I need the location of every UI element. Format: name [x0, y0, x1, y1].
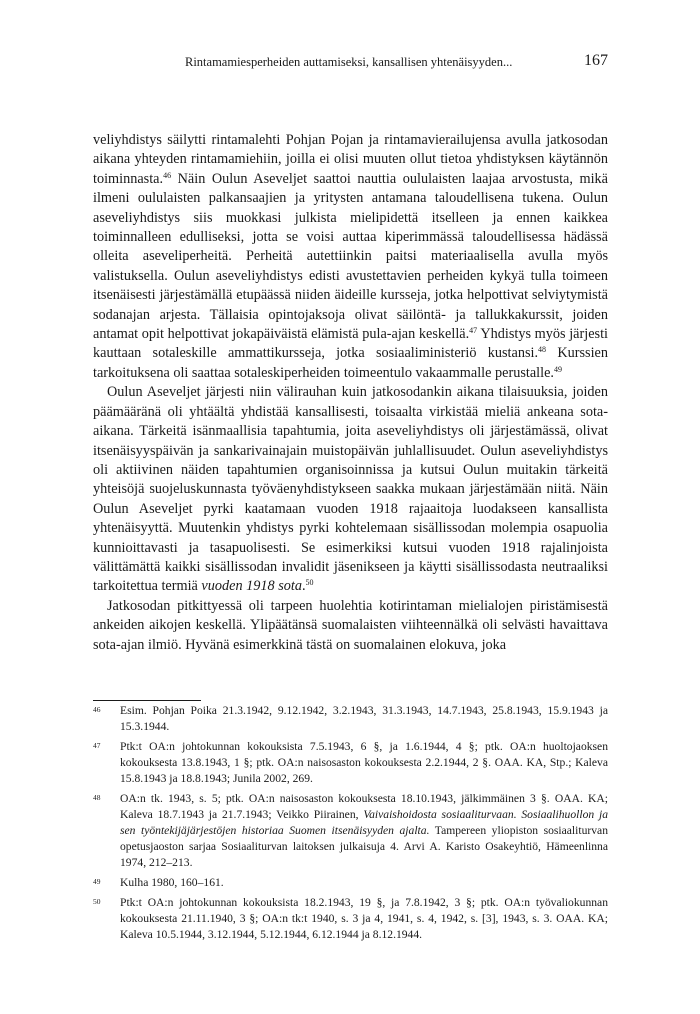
footnote-text: OA:n tk. 1943, s. 5; ptk. OA:n naisosaston kokouksesta 18.10.1943, jälkimmäinen 3 §. OAA. KA; Kaleva 18.7.1943 ja 21.7.1943; Veikko Piirainen,: [120, 792, 608, 821]
footnote-text: Esim. Pohjan Poika 21.3.1942, 9.12.1942, 3.2.1943, 31.3.1943, 14.7.1943, 25.8.1943, 15.9.1943 ja 15.3.1944.: [120, 704, 608, 733]
footnote-title: Vaivaishoidosta sosiaaliturvaan. Sosiaalihuollon ja sen työntekijäjärjestöjen historiaa Suomen itsenäisyyden ajalta.: [120, 808, 608, 837]
footnote-number: 47: [93, 741, 101, 750]
footnote-number: 49: [93, 877, 101, 886]
footnote: [93, 703, 608, 735]
footnote-text: Ptk:t OA:n johtokunnan kokouksista 18.2.1943, 19 §, ja 7.8.1942, 3 §; ptk. OA:n työvaliokunnan kokouksesta 21.11.1940, 3 §; OA:n tk:t 1940, s. 3 ja 4, 1941, s. 4, 1942, s. [3], 1943, s. 3. OAA. KA; Kaleva 10.5.1944, 3.12.1944, 5.12.1944, 6.12.1944 ja 8.12.1944.: [120, 896, 608, 941]
page-number: 167: [584, 52, 608, 69]
body-text: [93, 131, 608, 655]
emphasized-term: vuoden 1918 sota: [201, 578, 302, 595]
page-header: [93, 52, 608, 74]
footnote-number: 50: [93, 897, 101, 906]
paragraph-text: Oulun Aseveljet järjesti niin välirauhan kuin jatkosodankin aikana tilaisuuksia, joiden päämääränä oli yhtäältä yhdistää kansallisesti, toisaalta virkistää mieliä ankeana sota-aikana. Tärkeitä isänmaallisia tapahtumia, joita aseveliyhdistys oli järjestämässä, olivat itsenäisyyspäivän ja sankarivainajain muistopäivän juhlallisuudet. Oulun aseveliyhdistys oli aktiivinen näiden tapahtumien organisoinnissa ja kutsui Oulun muitakin tärkeitä yhteisöjä suojeluskunnasta työväenyhdistykseen saakka mukaan järjestämään niitä. Näin Oulun Aseveljet pyrki kaatamaan vuoden 1918 rajaaitoja luodakseen kansallista yhtenäisyyttä. Muutenkin yhdistys pyrki kohtelemaan sisällissodan molempia osapuolia kunnioittavasti ja tasapuolisesti. Se esimerkiksi kutsui vuoden 1918 rajalinjoista välittämättä kaikki sisällissodan invalidit jäsenikseen ja käytti sisällissodasta neutraaliksi tarkoitettua termiä: [93, 384, 608, 595]
footnote-number: 46: [93, 705, 101, 714]
footnote: [93, 895, 608, 943]
footnote-ref: 46: [163, 170, 172, 180]
footnote-ref: 49: [553, 364, 562, 374]
paragraph-text: Näin Oulun Aseveljet saattoi nauttia oululaisten laajaa arvostusta, mikä ilmeni oululaisten palkansaajien ja yritysten antamana taloudellisena tukena. Oulun aseveliyhdistys siis muokkasi julkista mielipidettä itselleen ja ennen kaikkea toiminnalleen edulliseksi, jotta se voisi auttaa kiperimmässä taloudellisessa hädässä olleita aseveliperheitä. Perheitä autettiinkin paitsi materiaalisella avulla myös valistuksella. Oulun aseveliyhdistys edisti avustettavien perheiden kykyä tulla toimeen itsenäisesti järjestämällä etupäässä niiden äideille kursseja, jotka helpottivat selviytymistä sodanajan arjesta. Tällaisia opintojaksoja olivat säilöntä- ja tallukkakurssit, joiden antamat opit helpottivat jokapäiväistä elämistä pula-ajan keskellä.: [93, 170, 608, 343]
paragraph-text: Jatkosodan pitkittyessä oli tarpeen huolehtia kotirintaman mielialojen piristämisestä ankeiden aikojen keskellä. Ylipäätänsä suomalaisten viihteennälkä oli selvästi havaittava sota-ajan ilmiö. Hyvänä esimerkkinä tästä on suomalainen elokuva, joka: [93, 597, 608, 653]
paragraph: [93, 597, 608, 655]
paragraph-text: Yhdistys myös järjesti kauttaan sotaleskille ammattikursseja, jotka sosiaaliministeriö kustansi.: [93, 326, 608, 362]
footnote-ref: 48: [538, 345, 547, 355]
running-title: Rintamamiesperheiden auttamiseksi, kansallisen yhtenäisyyden...: [185, 55, 513, 69]
footnotes: [93, 703, 608, 947]
paragraph: [93, 383, 608, 596]
footnote: [93, 791, 608, 871]
footnote: [93, 739, 608, 787]
footnote-text: Tampereen yliopiston sosiaaliturvan opetusjaoston sarjaa Sosiaaliturvan laitoksen julkaisuja 4. Arvi A. Karisto Osakeyhtiö, Hämeenlinna 1974, 212–213.: [120, 824, 608, 869]
paragraph-text: Kurssien tarkoituksena oli saattaa sotaleskiperheiden toimeentulo vakaammalle perustalle.: [93, 345, 608, 381]
footnote-divider: [93, 700, 201, 701]
footnote-text: Ptk:t OA:n johtokunnan kokouksista 7.5.1943, 6 §, ja 1.6.1944, 4 §; ptk. OA:n huoltojaoksen kokouksesta 13.8.1943, 1 §; ptk. OA:n naisosaston kokouksesta 2.2.1944, 2 §. OAA. KA, Stp.; Kaleva 15.8.1943 ja 18.8.1943; Junila 2002, 269.: [120, 740, 608, 785]
paragraph: [93, 131, 608, 383]
paragraph-text: .: [301, 578, 306, 595]
footnote-text: Kulha 1980, 160–161.: [120, 876, 224, 889]
footnote: [93, 875, 608, 891]
paragraph-text: veliyhdistys säilytti rintamalehti Pohjan Pojan ja rintamavierailujensa avulla jatkosodan aikana yhteyden rintamamiehiin, joilla ei olisi muuten ollut tietoa yhdistyksen käytännön toiminnasta.: [93, 132, 608, 187]
footnote-ref: 47: [469, 326, 478, 336]
footnote-ref: 50: [305, 578, 314, 588]
footnote-number: 48: [93, 793, 101, 802]
